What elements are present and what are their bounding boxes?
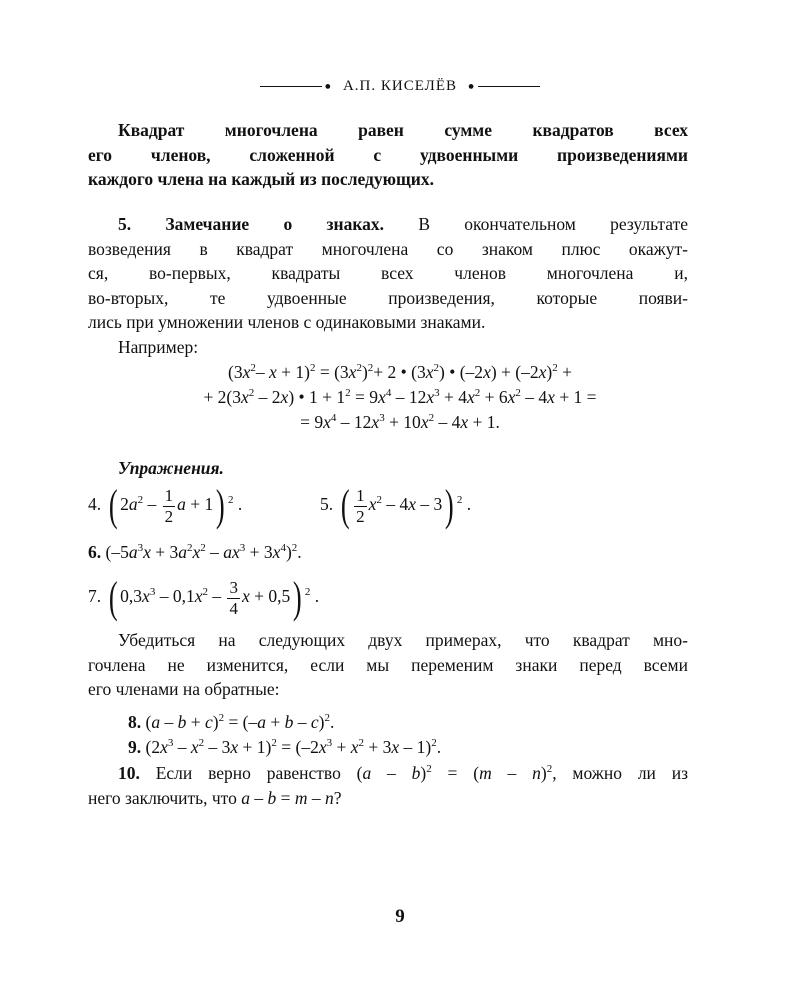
right-paren-5: ) (445, 481, 454, 530)
exercise-9-number: 9. (128, 737, 142, 757)
rule-line-3: каждого члена на каждый из последующих. (88, 169, 435, 189)
header-rule-left (260, 86, 322, 87)
running-header (0, 78, 800, 95)
header-rule-right (478, 86, 540, 87)
exercises-heading: Упражнения. (118, 458, 224, 478)
note-line-3: ся, во-первых, квадраты всех членов многочлена и, (88, 263, 688, 283)
rule-line-1: Квадрат многочлена равен сумме квадратов всех (118, 120, 688, 140)
exercise-4-number: 4. (88, 494, 102, 515)
fraction-one-half-b: $\frac{1}{2}$ (356, 485, 365, 526)
exercise-9: 9. $(2x^3 - x^2 - 3x + 1)^2 = (-2x^3 + x^2 + 3x - 1)^2$. (128, 737, 442, 757)
rule-line-2: его членов, сложенной с удвоенными произведениями (88, 144, 688, 165)
exercise-5-number: 5. (320, 494, 334, 515)
note-line-5: лись при умножении членов с одинаковыми знаками. (88, 312, 486, 332)
note-line-1-rest: В окончательном результате (384, 214, 688, 234)
note-line-4: во-вторых, те удвоенные произведения, которые появи- (88, 287, 688, 308)
right-paren-4: ) (216, 481, 226, 530)
intro-line-1: Убедиться на следующих двух примерах, что квадрат мно- (118, 630, 688, 650)
left-paren-4: ( (108, 481, 118, 530)
intro-line-2: гочлена не изменится, если мы переменим знаки перед всеми (88, 654, 688, 675)
page-number: 9 (395, 906, 405, 927)
note-line-2: возведения в квадрат многочлена со знаком плюс окажут- (88, 238, 688, 259)
exercise-10-line-1: 10. Если верно равенство (a – b)$^2$ = (m – n)$^2$, можно ли из (118, 763, 689, 783)
fraction-three-quarters: $\frac{3}{4}$ (229, 577, 238, 618)
rule-statement (88, 118, 688, 192)
exercise-10-text-b: , можно ли из (552, 763, 689, 783)
example-formula-line-1: ($3x^2-$ $x + 1)^2 = (3x^2)^2+ 2$ • $(3x^2)$ • $(-2x) + (-2x)^2$ + (228, 362, 572, 382)
exercise-8-number: 8. (128, 712, 142, 732)
exercise-5: 5. ( $\frac{1}{2}$ $x^2 - 4x - 3$) $^2$ . (320, 481, 472, 530)
exercise-10-text-c: него заключить, что (88, 787, 242, 808)
note-line-1 (88, 212, 688, 237)
intro-line-3: его членами на обратные: (88, 679, 280, 699)
left-paren-5: ( (340, 481, 350, 530)
note-number: 5. (118, 214, 132, 234)
example-label: Например: (118, 336, 199, 357)
header-dot-right: ● (467, 80, 476, 93)
exercise-7: 7. ( $0,3x^3 - 0,1x^2$ – $\frac{3}{4}$ x + 0,5) $^2$ . (88, 573, 320, 622)
note-on-signs (88, 212, 688, 359)
exercise-10-number: 10. (118, 763, 140, 783)
exercise-10-line-2: него заключить, что a – b = m – n? (88, 787, 342, 808)
example-formula-line-3: = $9x^4 - 12x^3 + 10x^2 - 4x + 1$. (300, 412, 500, 432)
note-heading: Замечание о знаках. (165, 214, 385, 234)
exercises-intro (88, 628, 688, 702)
fraction-one-half: $\frac{1}{2}$ (164, 485, 174, 526)
exercise-7-number: 7. (88, 586, 102, 607)
left-paren-7: ( (108, 573, 118, 622)
exercise-6: 6. $(-5a^3x + 3a^2x^2 - ax^3 + 3x^4)^2$. (88, 542, 302, 562)
exercise-10 (88, 761, 688, 810)
exercise-10-text-a: Если верно равенство (155, 763, 357, 783)
header-dot-left: ● (324, 80, 333, 93)
example-formula-line-2: + $2(3x^2 - 2x)$ • $1 + 1^2 = 9x^4 - 12x^3 + 4x^2 + 6x^2 - 4x + 1$ = (203, 387, 597, 407)
exercise-6-number: 6. (88, 542, 102, 562)
right-paren-7: ) (293, 573, 302, 622)
header-title: А.П. КИСЕЛЁВ (342, 78, 458, 95)
exercise-8: 8. $(a - b + c)^2 = (-a + b - c)^2$. (128, 712, 335, 732)
exercise-4: 4. ( $2a^2$ – $\frac{1}{2}$ a + 1) $^2$ . (88, 481, 243, 530)
